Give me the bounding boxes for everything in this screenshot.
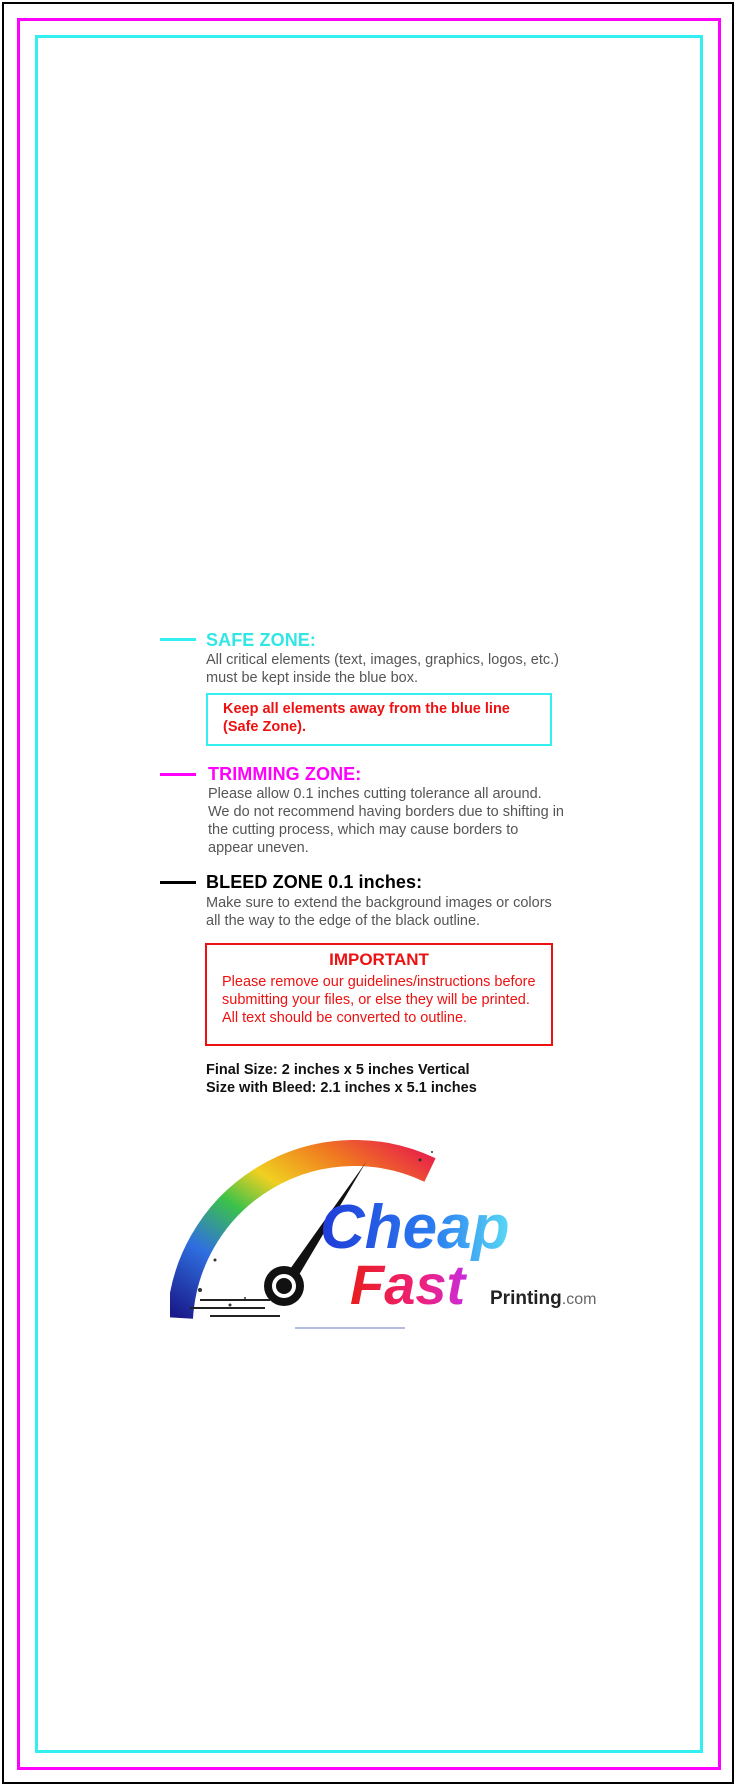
- bleed-zone-line: all the way to the edge of the black outline.: [206, 913, 481, 929]
- callout-line: (Safe Zone).: [223, 719, 306, 735]
- trimming-zone-line: We do not recommend having borders due to shifting in: [208, 804, 564, 820]
- safe-zone-description: [206, 651, 559, 687]
- trimming-zone-line: appear uneven.: [208, 840, 309, 856]
- trimming-zone-line: Please allow 0.1 inches cutting tolerance all around.: [208, 786, 542, 802]
- safe-zone-callout-text: [223, 700, 510, 736]
- bleed-zone-swatch: [160, 881, 196, 884]
- final-size-line: Size with Bleed: 2.1 inches x 5.1 inches: [206, 1080, 477, 1096]
- logo-word-cheap: Cheap: [320, 1193, 510, 1262]
- logo-suffix: .com: [561, 1291, 597, 1308]
- safe-zone-line: must be kept inside the blue box.: [206, 670, 418, 686]
- important-title: IMPORTANT: [329, 950, 429, 969]
- safe-zone-line: All critical elements (text, images, graphics, logos, etc.): [206, 652, 559, 668]
- trimming-zone-swatch: [160, 773, 196, 776]
- trimming-zone-line: the cutting process, which may cause borders to: [208, 822, 519, 838]
- callout-line: Keep all elements away from the blue line: [223, 701, 510, 717]
- bleed-zone-description: [206, 894, 552, 930]
- bleed-zone-title: BLEED ZONE 0.1 inches:: [206, 872, 423, 892]
- trimming-zone-title: TRIMMING ZONE:: [208, 764, 362, 784]
- safe-zone-swatch: [160, 638, 196, 641]
- safe-zone-callout: [206, 693, 552, 746]
- cheapfastprinting-logo: [170, 1140, 610, 1340]
- speed-streaks: [190, 1300, 280, 1316]
- important-box: [205, 943, 553, 1046]
- logo-word-fast: Fast: [350, 1253, 466, 1316]
- important-line: All text should be converted to outline.: [222, 1010, 468, 1026]
- final-size-line: Final Size: 2 inches x 5 inches Vertical: [206, 1062, 470, 1078]
- important-line: submitting your files, or else they will be printed.: [222, 992, 530, 1008]
- important-line: Please remove our guidelines/instructions before: [222, 974, 536, 990]
- bleed-zone-line: Make sure to extend the background images or colors: [206, 895, 552, 911]
- final-size-info: [206, 1061, 477, 1097]
- trimming-zone-description: [208, 785, 564, 857]
- logo-printing-text: Printing: [490, 1288, 562, 1309]
- safe-zone-title: SAFE ZONE:: [206, 630, 317, 650]
- logo-word-printing: [490, 1288, 596, 1309]
- important-text: [222, 973, 536, 1027]
